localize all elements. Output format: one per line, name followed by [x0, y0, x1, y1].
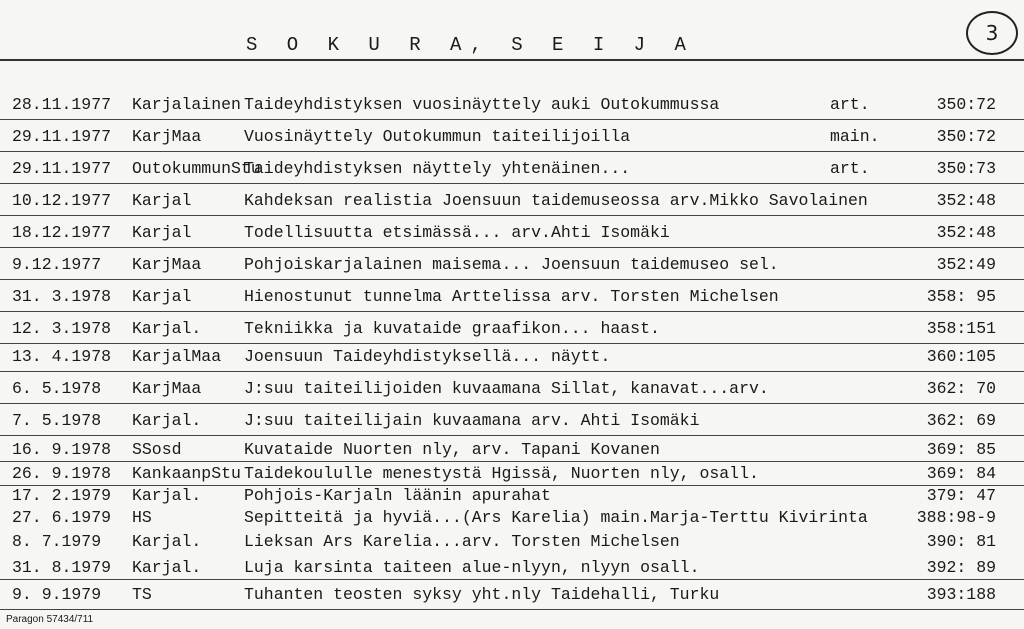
entry-text: Lieksan Ars Karelia...arv. Torsten Michelsen	[244, 532, 680, 551]
entry-text: Hienostunut tunnelma Arttelissa arv. Torsten Michelsen	[244, 287, 779, 306]
entry-ref: 350:72	[936, 95, 996, 114]
row-rule	[0, 609, 1024, 610]
entry-text: J:suu taiteilijain kuvaamana arv. Ahti Isomäki	[244, 411, 700, 430]
entry-text: Tekniikka ja kuvataide graafikon... haast.	[244, 319, 660, 338]
entry-kind: art.	[830, 95, 870, 114]
entry-row	[0, 436, 1024, 462]
entry-date: 26. 9.1978	[12, 464, 112, 483]
entry-row	[0, 312, 1024, 344]
entry-date: 31. 3.1978	[12, 287, 112, 306]
entry-ref: 352:48	[936, 191, 996, 210]
entry-ref: 379: 47	[926, 486, 996, 505]
entry-date: 31. 8.1979	[12, 558, 112, 577]
entry-row	[0, 486, 1024, 508]
entry-source: Karjal	[132, 287, 192, 306]
entry-source: KarjMaa	[132, 127, 202, 146]
entry-ref: 352:48	[936, 223, 996, 242]
entry-row	[0, 248, 1024, 280]
entry-source: Karjal.	[132, 411, 202, 430]
entry-source: TS	[132, 585, 152, 604]
entry-date: 16. 9.1978	[12, 440, 112, 459]
entry-source: SSosd	[132, 440, 182, 459]
entry-date: 27. 6.1979	[12, 508, 112, 527]
entry-row	[0, 554, 1024, 580]
entry-date: 9. 9.1979	[12, 585, 102, 604]
entry-row	[0, 280, 1024, 312]
entry-ref: 390: 81	[926, 532, 996, 551]
entry-date: 6. 5.1978	[12, 379, 102, 398]
entry-row	[0, 184, 1024, 216]
entry-kind: main.	[830, 127, 880, 146]
entry-row	[0, 152, 1024, 184]
entry-date: 10.12.1977	[12, 191, 112, 210]
entry-source: Karjal.	[132, 558, 202, 577]
entry-text: Kahdeksan realistia Joensuun taidemuseossa arv.Mikko Savolainen	[244, 191, 868, 210]
entry-text: Sepitteitä ja hyviä...(Ars Karelia) main.Marja-Terttu Kivirinta	[244, 508, 868, 527]
form-footer: Paragon 57434/711	[6, 614, 94, 625]
entry-text: Pohjoiskarjalainen maisema... Joensuun taidemuseo sel.	[244, 255, 779, 274]
entry-row	[0, 580, 1024, 610]
entry-date: 18.12.1977	[12, 223, 112, 242]
entry-date: 13. 4.1978	[12, 347, 112, 366]
entry-ref: 358: 95	[926, 287, 996, 306]
entry-ref: 350:72	[936, 127, 996, 146]
entry-ref: 358:151	[926, 319, 996, 338]
entry-date: 7. 5.1978	[12, 411, 102, 430]
entry-text: Todellisuutta etsimässä... arv.Ahti Isomäki	[244, 223, 670, 242]
entry-ref: 362: 70	[926, 379, 996, 398]
entry-text: Kuvataide Nuorten nly, arv. Tapani Kovanen	[244, 440, 660, 459]
entry-date: 9.12.1977	[12, 255, 102, 274]
entry-text: Pohjois-Karjaln läänin apurahat	[244, 486, 551, 505]
entry-text: Taidekoululle menestystä Hgissä, Nuorten nly, osall.	[244, 464, 759, 483]
entry-row	[0, 120, 1024, 152]
entry-kind: art.	[830, 159, 870, 178]
entry-row	[0, 344, 1024, 372]
entry-source: Karjal	[132, 223, 192, 242]
entry-ref: 360:105	[926, 347, 996, 366]
entry-source: Karjal.	[132, 319, 202, 338]
card-number-badge: 3	[966, 11, 1018, 55]
entry-date: 28.11.1977	[12, 95, 112, 114]
entry-date: 12. 3.1978	[12, 319, 112, 338]
entry-text: Joensuun Taideyhdistyksellä... näytt.	[244, 347, 611, 366]
entry-source: KarjMaa	[132, 379, 202, 398]
entry-source: KarjalMaa	[132, 347, 222, 366]
entry-ref: 393:188	[926, 585, 996, 604]
entry-date: 29.11.1977	[12, 127, 112, 146]
entry-text: Taideyhdistyksen näyttely yhtenäinen...	[244, 159, 631, 178]
card-title: S O K U R A, S E I J A	[246, 34, 695, 56]
entry-row	[0, 372, 1024, 404]
entry-ref: 392: 89	[926, 558, 996, 577]
entry-source: Karjal	[132, 191, 192, 210]
entry-ref: 350:73	[936, 159, 996, 178]
entry-ref: 352:49	[936, 255, 996, 274]
entry-text: Vuosinäyttely Outokummun taiteilijoilla	[244, 127, 631, 146]
entry-source: OutokummunStu	[132, 159, 261, 178]
entry-row	[0, 404, 1024, 436]
entry-text: Taideyhdistyksen vuosinäyttely auki Outokummussa	[244, 95, 720, 114]
entry-date: 29.11.1977	[12, 159, 112, 178]
entry-row	[0, 216, 1024, 248]
entry-ref: 369: 84	[926, 464, 996, 483]
entry-date: 17. 2.1979	[12, 486, 112, 505]
entry-source: KarjMaa	[132, 255, 202, 274]
entry-row	[0, 462, 1024, 486]
entry-date: 8. 7.1979	[12, 532, 102, 551]
entry-source: Karjal.	[132, 486, 202, 505]
entry-source: HS	[132, 508, 152, 527]
header-divider	[0, 59, 1024, 61]
entry-source: Karjal.	[132, 532, 202, 551]
entry-row	[0, 88, 1024, 120]
entry-row	[0, 530, 1024, 554]
entry-source: Karjalainen	[132, 95, 241, 114]
entry-source: KankaanpStu	[132, 464, 241, 483]
entry-text: Tuhanten teosten syksy yht.nly Taidehalli, Turku	[244, 585, 720, 604]
entry-ref: 369: 85	[926, 440, 996, 459]
entry-text: J:suu taiteilijoiden kuvaamana Sillat, kanavat...arv.	[244, 379, 769, 398]
entry-ref: 388:98-9	[916, 508, 996, 527]
entry-row	[0, 508, 1024, 530]
entry-text: Luja karsinta taiteen alue-nlyyn, nlyyn osall.	[244, 558, 700, 577]
entry-ref: 362: 69	[926, 411, 996, 430]
